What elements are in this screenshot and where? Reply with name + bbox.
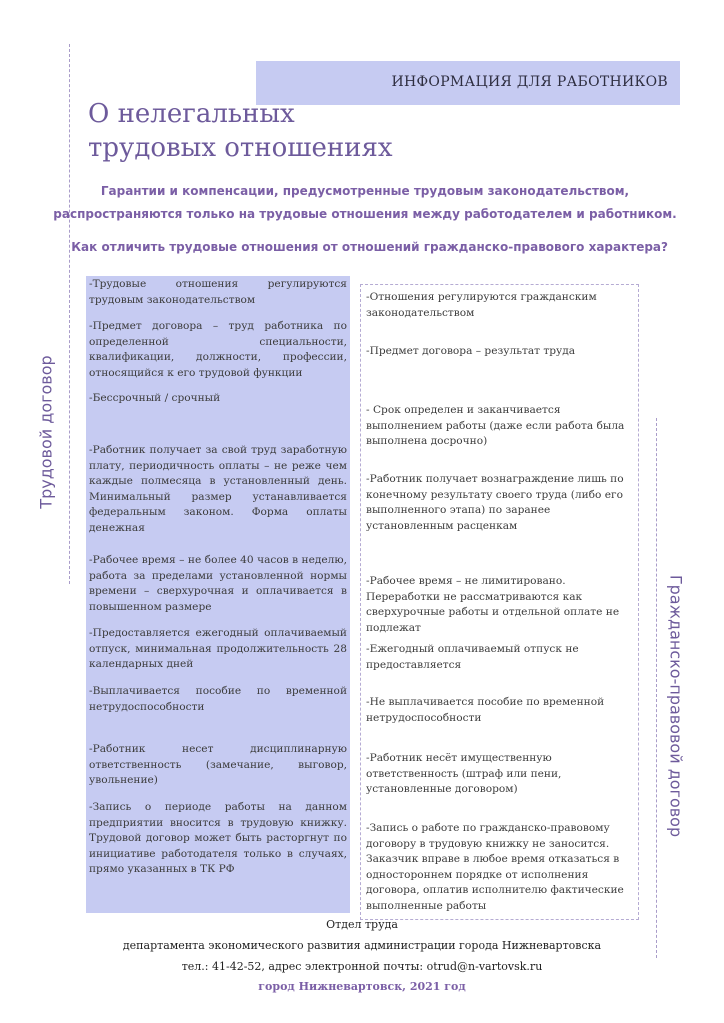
label-labor-contract: Трудовой договор xyxy=(36,355,56,509)
labor-item-regulation: -Трудовые отношения регулируются трудовым законодательством xyxy=(89,278,347,306)
civil-item-sick-pay: -Не выплачивается пособие по временной нетрудоспособности xyxy=(366,696,605,724)
labor-item-subject: -Предмет договора – труд работника по определенной специальности, квалификации, должности, профессии, относящийся к его трудовой функции xyxy=(89,320,347,379)
title-line-1: О нелегальных xyxy=(88,99,295,129)
labor-item-liability: -Работник несет дисциплинарную ответственность (замечание, выговор, увольнение) xyxy=(89,743,347,786)
labor-item-record: -Запись о периоде работы на данном предприятии вносится в трудовую книжку. Трудовой договор может быть расторгнут по инициативе работодателя только в случаях, прямо указанных в ТК РФ xyxy=(89,801,347,875)
civil-item-term: - Срок определен и заканчивается выполнением работы (даже если работа была выполнена досрочно) xyxy=(366,404,625,447)
labor-item-hours: -Рабочее время – не более 40 часов в неделю, работа за пределами установленной нормы времени – сверхурочная и оплачивается в повышенном размере xyxy=(89,554,347,613)
labor-item-sick-pay: -Выплачивается пособие по временной нетрудоспособности xyxy=(89,685,347,713)
labor-item-vacation: -Предоставляется ежегодный оплачиваемый отпуск, минимальная продолжительность 28 календарных дней xyxy=(89,627,347,670)
civil-item-vacation: -Ежегодный оплачиваемый отпуск не предоставляется xyxy=(366,643,579,671)
footer-org: департамента экономического развития администрации города Нижневартовска xyxy=(122,939,602,952)
banner-text: ИНФОРМАЦИЯ ДЛЯ РАБОТНИКОВ xyxy=(391,74,668,90)
civil-item-subject: -Предмет договора – результат труда xyxy=(366,345,576,357)
civil-item-hours: -Рабочее время – не лимитировано. Переработки не рассматриваются как сверхурочные работы и отдельной оплате не подлежат xyxy=(366,575,620,634)
civil-item-record: -Запись о работе по гражданско-правовому договору в трудовую книжку не заносится. Заказчик вправе в любое время отказаться в одностороннем порядке от исполнения договора, оплатив исполнителю фактические выполненные работы xyxy=(366,822,624,912)
footer-city-year: город Нижневартовск, 2021 год xyxy=(258,980,466,993)
right-dashed-rule xyxy=(656,418,657,958)
civil-item-liability: -Работник несёт имущественную ответственность (штраф или пени, установленные договором) xyxy=(366,752,562,795)
civil-item-pay: -Работник получает вознаграждение лишь по конечному результату своего труда (либо его выполненного этапа) по заранее установленным расценкам xyxy=(366,473,624,532)
civil-item-regulation: -Отношения регулируются гражданским законодательством xyxy=(366,291,597,319)
labor-contract-column xyxy=(86,276,350,913)
footer-dept: Отдел труда xyxy=(326,918,398,931)
civil-contract-column xyxy=(360,284,639,920)
subtitle: Гарантии и компенсации, предусмотренные трудовым законодательством, распространяются только на трудовые отношения между работодателем и работником. xyxy=(53,184,677,221)
question-heading: Как отличить трудовые отношения от отношений гражданско-правового характера? xyxy=(71,240,668,254)
title-line-2: трудовых отношениях xyxy=(88,133,393,163)
label-civil-contract: Гражданско-правовой договор xyxy=(666,574,686,838)
footer-contacts: тел.: 41-42-52, адрес электронной почты: otrud@n-vartovsk.ru xyxy=(181,960,543,973)
page-title xyxy=(88,97,508,165)
labor-item-pay: -Работник получает за свой труд заработную плату, периодичность оплаты – не реже чем каждые полмесяца в установленный день. Минимальный размер устанавливается федеральным законом. Форма оплаты денежная xyxy=(89,444,347,534)
labor-item-term: -Бессрочный / срочный xyxy=(89,392,221,404)
left-dashed-rule xyxy=(69,44,70,584)
